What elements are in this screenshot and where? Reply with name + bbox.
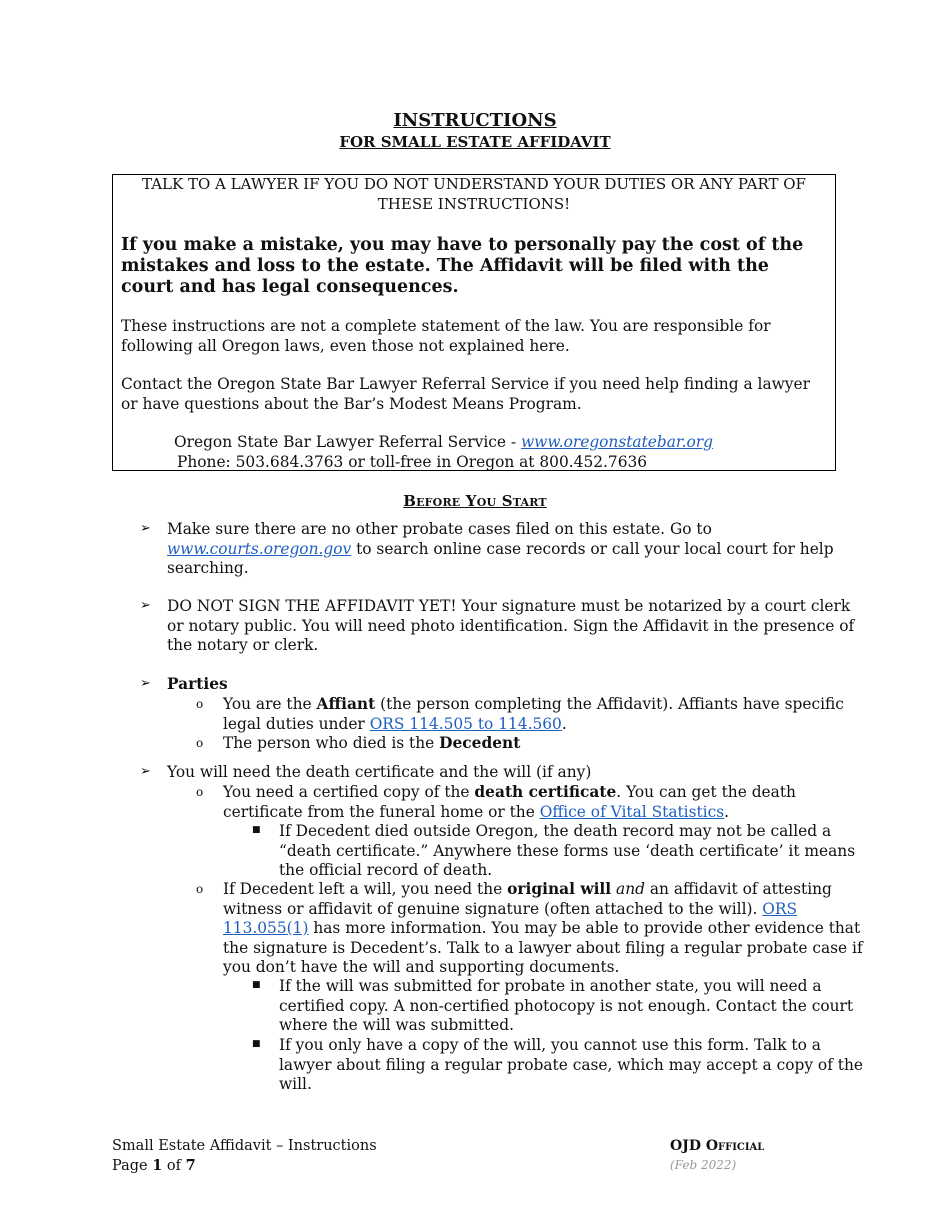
sub-sub-item-outside-oregon: If Decedent died outside Oregon, the death record may not be called a “death certificate.” Anywhere these forms use ‘death certificate’ it means the official record of death. — [279, 822, 856, 879]
ojd-official-label: OJD Official — [670, 1138, 765, 1154]
footer-doc-name: Small Estate Affidavit – Instructions — [112, 1138, 377, 1154]
talk-to-lawyer-notice: TALK TO A LAWYER IF YOU DO NOT UNDERSTAND YOUR DUTIES OR ANY PART OF THESE INSTRUCTIONS! — [142, 175, 806, 213]
mistake-warning: If you make a mistake, you may have to personally pay the cost of the mistakes and loss to the estate. The Affidavit will be filed with the court and has legal consequences. — [121, 235, 804, 297]
sub-item-decedent: The person who died is the Decedent — [223, 734, 521, 752]
square-bullet-icon: ■ — [252, 980, 261, 990]
square-bullet-icon: ■ — [252, 1039, 261, 1049]
list-item-parties: Parties — [167, 675, 228, 693]
section-before-you-start: Before You Start — [403, 492, 547, 510]
circle-bullet-icon: o — [196, 882, 204, 896]
list-item-death-certificate-will: You will need the death certificate and the will (if any) — [167, 763, 592, 781]
osb-contact: Oregon State Bar Lawyer Referral Service - www.oregonstatebar.org Phone: 503.684.3763 or toll-free in Oregon at 800.452.7636 — [174, 433, 713, 471]
arrow-bullet-icon: ➢ — [140, 676, 151, 691]
footer-page-number: Page 1 of 7 — [112, 1157, 196, 1174]
circle-bullet-icon: o — [196, 736, 204, 750]
title-instructions: INSTRUCTIONS — [393, 110, 557, 131]
circle-bullet-icon: o — [196, 697, 204, 711]
circle-bullet-icon: o — [196, 785, 204, 799]
arrow-bullet-icon: ➢ — [140, 598, 151, 613]
courts-oregon-link[interactable]: www.courts.oregon.gov — [167, 539, 352, 558]
sub-item-original-will: If Decedent left a will, you need the original will and an affidavit of attesting witness or affidavit of genuine signature (often attached to the will). ORS 113.055(1) has more information. You may be able to provide other evidence that the signature is Decedent’s. Talk to a lawyer about filing a regular probate case if you don’t have the will and supporting documents. — [223, 880, 863, 976]
ors-113-link-part1[interactable]: ORS — [762, 899, 798, 918]
sub-item-affiant: You are the Affiant (the person completing the Affidavit). Affiants have specific legal duties under ORS 114.505 to 114.560. — [223, 695, 844, 733]
revision-date: (Feb 2022) — [670, 1158, 737, 1172]
document-title — [0, 110, 950, 152]
vital-statistics-link[interactable]: Office of Vital Statistics — [539, 802, 725, 821]
lawyer-notice-box — [112, 174, 836, 471]
list-item-do-not-sign: DO NOT SIGN THE AFFIDAVIT YET! Your signature must be notarized by a court clerk or notary public. You will need photo identification. Sign the Affidavit in the presence of the notary or clerk. — [167, 597, 855, 654]
square-bullet-icon: ■ — [252, 825, 261, 835]
arrow-bullet-icon: ➢ — [140, 521, 151, 536]
referral-service-info: Contact the Oregon State Bar Lawyer Referral Service if you need help finding a lawyer or have questions about the Bar’s Modest Means Program. — [121, 375, 810, 413]
oregonstatebar-link[interactable]: www.oregonstatebar.org — [521, 433, 713, 451]
sub-item-death-certificate: You need a certified copy of the death certificate. You can get the death certificate from the funeral home or the Office of Vital Statistics. — [223, 783, 796, 821]
list-item-probate-check: Make sure there are no other probate cases filed on this estate. Go to www.courts.oregon.gov to search online case records or call your local court for help searching. — [167, 520, 834, 577]
ors-114-link[interactable]: ORS 114.505 to 114.560 — [369, 714, 562, 733]
not-complete-statement: These instructions are not a complete statement of the law. You are responsible for following all Oregon laws, even those not explained here. — [121, 317, 771, 355]
title-subtitle: FOR SMALL ESTATE AFFIDAVIT — [339, 133, 611, 151]
footer-document-info — [112, 1137, 377, 1176]
arrow-bullet-icon: ➢ — [140, 764, 151, 779]
sub-sub-item-another-state: If the will was submitted for probate in another state, you will need a certified copy. A non-certified photocopy is not enough. Contact the court where the will was submitted. — [279, 977, 854, 1034]
footer-official — [670, 1137, 764, 1175]
osb-phone: Phone: 503.684.3763 or toll-free in Oregon at 800.452.7636 — [177, 452, 648, 471]
ors-113-link-part2[interactable]: 113.055(1) — [223, 919, 309, 937]
sub-sub-item-copy-only: If you only have a copy of the will, you cannot use this form. Talk to a lawyer about filing a regular probate case, which may accept a copy of the will. — [279, 1036, 863, 1093]
